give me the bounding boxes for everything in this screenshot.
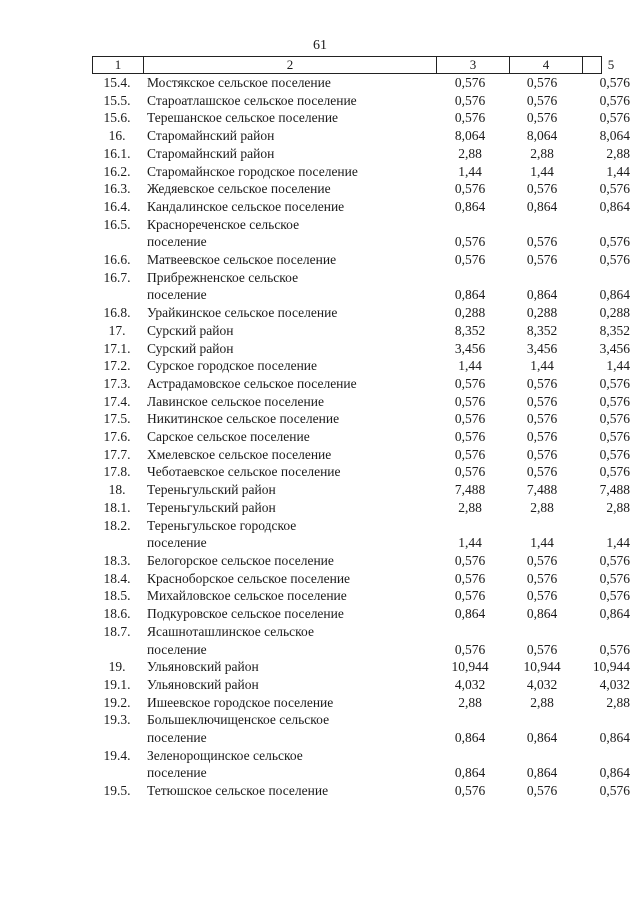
row-number: 17.3. bbox=[103, 375, 131, 391]
value-col-3: 0,576 bbox=[454, 588, 486, 604]
value-col-5: 1,44 bbox=[606, 535, 630, 551]
row-name-line: Чеботаевское сельское поселение bbox=[147, 464, 341, 480]
row-name bbox=[142, 782, 434, 800]
table-row bbox=[92, 357, 630, 375]
row-number: 16.1. bbox=[103, 145, 131, 161]
header-col-3: 3 bbox=[436, 57, 509, 73]
row-name bbox=[142, 251, 434, 269]
row-name bbox=[142, 552, 434, 570]
table-row bbox=[92, 109, 630, 127]
value-col-4: 0,288 bbox=[526, 305, 558, 321]
row-name-line-2: поселение bbox=[147, 730, 207, 746]
table-row bbox=[92, 180, 630, 198]
table-row bbox=[92, 145, 630, 163]
row-name-line: Сурское городское поселение bbox=[147, 358, 318, 374]
table-row bbox=[92, 782, 630, 800]
table-row bbox=[92, 375, 630, 393]
value-col-4: 1,44 bbox=[530, 358, 554, 374]
value-col-5: 0,864 bbox=[599, 730, 630, 746]
value-col-3: 0,576 bbox=[454, 393, 486, 409]
table-row bbox=[92, 587, 630, 605]
row-number: 17.5. bbox=[103, 411, 131, 427]
table-row bbox=[92, 393, 630, 411]
value-col-3: 0,576 bbox=[454, 375, 486, 391]
value-col-4: 0,864 bbox=[526, 198, 558, 214]
row-number: 17. bbox=[108, 322, 126, 338]
row-name bbox=[142, 198, 434, 216]
value-col-4: 0,576 bbox=[526, 252, 558, 268]
value-col-5: 0,576 bbox=[599, 446, 630, 462]
row-name bbox=[142, 711, 434, 746]
row-name-line: Большеключищенское сельское bbox=[147, 712, 330, 728]
row-name bbox=[142, 570, 434, 588]
table-row bbox=[92, 605, 630, 623]
value-col-4: 0,576 bbox=[526, 234, 558, 250]
value-col-5: 0,576 bbox=[599, 110, 630, 126]
value-col-4: 0,576 bbox=[526, 783, 558, 799]
row-number: 18. bbox=[108, 482, 126, 498]
value-col-4: 0,576 bbox=[526, 464, 558, 480]
row-number: 18.4. bbox=[103, 570, 131, 586]
value-col-5: 8,352 bbox=[599, 322, 630, 338]
table-body bbox=[92, 74, 630, 800]
value-col-5: 8,064 bbox=[599, 128, 630, 144]
row-number: 15.5. bbox=[103, 92, 131, 108]
row-name bbox=[142, 322, 434, 340]
row-name-line: Краснореченское сельское bbox=[147, 216, 300, 232]
row-number: 16. bbox=[108, 128, 126, 144]
row-name-line: Ульяновский район bbox=[147, 676, 259, 692]
value-col-3: 0,864 bbox=[454, 287, 486, 303]
value-col-5: 2,88 bbox=[606, 694, 630, 710]
value-col-5: 0,864 bbox=[599, 765, 630, 781]
value-col-3: 0,576 bbox=[454, 429, 486, 445]
table-row bbox=[92, 74, 630, 92]
value-col-4: 0,864 bbox=[526, 765, 558, 781]
row-name bbox=[142, 216, 434, 251]
header-col-1: 1 bbox=[114, 57, 122, 72]
row-name bbox=[142, 446, 434, 464]
row-name-line: Старомайнское городское поселение bbox=[147, 163, 358, 179]
value-col-3: 0,576 bbox=[454, 570, 486, 586]
value-col-3: 8,064 bbox=[454, 128, 486, 144]
table-row bbox=[92, 251, 630, 269]
table-row bbox=[92, 198, 630, 216]
value-col-5: 0,576 bbox=[599, 252, 630, 268]
row-name-line: Кандалинское сельское поселение bbox=[147, 198, 345, 214]
row-name-line: Терешанское сельское поселение bbox=[147, 110, 339, 126]
value-col-4: 0,576 bbox=[526, 75, 558, 90]
value-col-4: 0,864 bbox=[526, 287, 558, 303]
value-col-3: 2,88 bbox=[458, 145, 482, 161]
value-col-5: 10,944 bbox=[592, 659, 630, 675]
row-name-line: Михайловское сельское поселение bbox=[147, 588, 347, 604]
table-row bbox=[92, 481, 630, 499]
value-col-4: 0,576 bbox=[526, 110, 558, 126]
table-row bbox=[92, 340, 630, 358]
value-col-5: 0,576 bbox=[599, 393, 630, 409]
row-name bbox=[142, 428, 434, 446]
row-name-line: Мостякское сельское поселение bbox=[147, 75, 331, 90]
row-name bbox=[142, 587, 434, 605]
page-number: 61 bbox=[313, 38, 327, 53]
value-col-3: 2,88 bbox=[458, 499, 482, 515]
value-col-3: 0,576 bbox=[454, 552, 486, 568]
row-number: 18.6. bbox=[103, 606, 131, 622]
row-number: 18.2. bbox=[103, 517, 131, 533]
table-row bbox=[92, 163, 630, 181]
value-col-3: 0,864 bbox=[454, 765, 486, 781]
value-col-5: 1,44 bbox=[606, 163, 630, 179]
value-col-3: 0,576 bbox=[454, 110, 486, 126]
value-col-4: 0,576 bbox=[526, 552, 558, 568]
value-col-4: 0,576 bbox=[526, 570, 558, 586]
row-number: 17.6. bbox=[103, 429, 131, 445]
value-col-4: 0,864 bbox=[526, 730, 558, 746]
value-col-3: 0,576 bbox=[454, 252, 486, 268]
row-number: 17.7. bbox=[103, 446, 131, 462]
row-name-line: Тереньгульский район bbox=[147, 499, 276, 515]
table-row bbox=[92, 463, 630, 481]
value-col-4: 1,44 bbox=[530, 535, 554, 551]
row-name-line: Старомайнский район bbox=[147, 128, 275, 144]
row-number: 19. bbox=[108, 659, 126, 675]
value-col-3: 0,576 bbox=[454, 641, 486, 657]
table-row bbox=[92, 269, 630, 304]
row-name-line: Астрадамовское сельское поселение bbox=[147, 375, 357, 391]
table-row bbox=[92, 127, 630, 145]
row-name bbox=[142, 304, 434, 322]
value-col-3: 0,864 bbox=[454, 198, 486, 214]
value-col-5: 0,576 bbox=[599, 552, 630, 568]
value-col-4: 3,456 bbox=[526, 340, 558, 356]
row-name bbox=[142, 340, 434, 358]
value-col-5: 0,576 bbox=[599, 641, 630, 657]
table-row bbox=[92, 623, 630, 658]
row-name-line: Ишеевское городское поселение bbox=[147, 694, 334, 710]
row-name bbox=[142, 463, 434, 481]
value-col-3: 0,576 bbox=[454, 783, 486, 799]
row-name-line: Зеленорощинское сельское bbox=[147, 747, 303, 763]
value-col-5: 2,88 bbox=[606, 145, 630, 161]
value-col-3: 1,44 bbox=[458, 358, 482, 374]
row-number: 17.2. bbox=[103, 358, 131, 374]
value-col-5: 1,44 bbox=[606, 358, 630, 374]
row-name bbox=[142, 145, 434, 163]
value-col-4: 4,032 bbox=[526, 676, 558, 692]
value-col-4: 2,88 bbox=[530, 694, 554, 710]
value-col-3: 1,44 bbox=[458, 163, 482, 179]
value-col-3: 0,576 bbox=[454, 446, 486, 462]
row-name bbox=[142, 694, 434, 712]
value-col-4: 8,352 bbox=[526, 322, 558, 338]
value-col-3: 0,576 bbox=[454, 181, 486, 197]
row-name-line: Прибрежненское сельское bbox=[147, 269, 299, 285]
table-row bbox=[92, 552, 630, 570]
value-col-4: 2,88 bbox=[530, 145, 554, 161]
table-row bbox=[92, 304, 630, 322]
value-col-5: 0,576 bbox=[599, 570, 630, 586]
value-col-3: 0,576 bbox=[454, 92, 486, 108]
value-col-5: 0,576 bbox=[599, 375, 630, 391]
value-col-4: 0,576 bbox=[526, 429, 558, 445]
row-number: 19.2. bbox=[103, 694, 131, 710]
value-col-5: 3,456 bbox=[599, 340, 630, 356]
row-name-line: Ульяновский район bbox=[147, 659, 259, 675]
row-number: 16.6. bbox=[103, 252, 131, 268]
row-name-line: Урайкинское сельское поселение bbox=[147, 305, 338, 321]
value-col-5: 0,576 bbox=[599, 92, 630, 108]
row-name bbox=[142, 393, 434, 411]
row-name-line: Сарское сельское поселение bbox=[147, 429, 310, 445]
row-name bbox=[142, 623, 434, 658]
value-col-5: 0,864 bbox=[599, 198, 630, 214]
table-row bbox=[92, 499, 630, 517]
row-name bbox=[142, 481, 434, 499]
row-name-line: Белогорское сельское поселение bbox=[147, 552, 334, 568]
table-row bbox=[92, 410, 630, 428]
table-row bbox=[92, 92, 630, 110]
value-col-3: 8,352 bbox=[454, 322, 486, 338]
row-name-line-2: поселение bbox=[147, 641, 207, 657]
value-col-3: 4,032 bbox=[454, 676, 486, 692]
row-number: 17.4. bbox=[103, 393, 131, 409]
row-name-line-2: поселение bbox=[147, 535, 207, 551]
row-number: 16.2. bbox=[103, 163, 131, 179]
table-row bbox=[92, 428, 630, 446]
row-number: 16.4. bbox=[103, 198, 131, 214]
row-number: 16.7. bbox=[103, 269, 131, 285]
value-col-3: 10,944 bbox=[451, 659, 489, 675]
value-col-3: 0,288 bbox=[454, 305, 486, 321]
value-col-5: 0,576 bbox=[599, 464, 630, 480]
row-name-line: Подкуровское сельское поселение bbox=[147, 606, 344, 622]
table-row bbox=[92, 694, 630, 712]
row-number: 16.8. bbox=[103, 305, 131, 321]
row-number: 18.5. bbox=[103, 588, 131, 604]
header-col-2: 2 bbox=[143, 57, 436, 73]
table-row bbox=[92, 446, 630, 464]
value-col-3: 0,576 bbox=[454, 75, 486, 90]
row-name-line: Староатлашское сельское поселение bbox=[147, 92, 357, 108]
table-row bbox=[92, 322, 630, 340]
row-name bbox=[142, 499, 434, 517]
value-col-3: 0,864 bbox=[454, 606, 486, 622]
value-col-4: 0,576 bbox=[526, 641, 558, 657]
row-name bbox=[142, 410, 434, 428]
value-col-4: 0,576 bbox=[526, 588, 558, 604]
row-name-line: Хмелевское сельское поселение bbox=[147, 446, 332, 462]
row-name bbox=[142, 180, 434, 198]
row-number: 15.6. bbox=[103, 110, 131, 126]
row-name bbox=[142, 357, 434, 375]
value-col-4: 0,576 bbox=[526, 411, 558, 427]
value-col-3: 2,88 bbox=[458, 694, 482, 710]
table-row bbox=[92, 658, 630, 676]
row-name bbox=[142, 658, 434, 676]
table-row bbox=[92, 747, 630, 782]
value-col-5: 0,288 bbox=[599, 305, 630, 321]
value-col-4: 0,576 bbox=[526, 393, 558, 409]
table-row bbox=[92, 711, 630, 746]
row-number: 18.1. bbox=[103, 499, 131, 515]
value-col-4: 7,488 bbox=[526, 482, 558, 498]
table-row bbox=[92, 517, 630, 552]
row-name bbox=[142, 375, 434, 393]
row-name bbox=[142, 676, 434, 694]
row-name bbox=[142, 269, 434, 304]
value-col-5: 0,576 bbox=[599, 429, 630, 445]
header-col-4: 4 bbox=[509, 57, 582, 73]
value-col-4: 0,576 bbox=[526, 375, 558, 391]
row-name-line: Тереньгульский район bbox=[147, 482, 276, 498]
row-number: 16.3. bbox=[103, 181, 131, 197]
value-col-5: 7,488 bbox=[599, 482, 630, 498]
row-name-line: Лавинское сельское поселение bbox=[147, 393, 324, 409]
value-col-5: 4,032 bbox=[599, 676, 630, 692]
row-name bbox=[142, 163, 434, 181]
row-name-line: Старомайнский район bbox=[147, 145, 275, 161]
row-name-line: Тереньгульское городское bbox=[147, 517, 297, 533]
value-col-5: 0,576 bbox=[599, 181, 630, 197]
row-name-line: Ясашноташлинское сельское bbox=[147, 623, 314, 639]
row-number: 19.4. bbox=[103, 747, 131, 763]
value-col-5: 0,864 bbox=[599, 287, 630, 303]
row-name bbox=[142, 747, 434, 782]
table-row bbox=[92, 216, 630, 251]
value-col-5: 0,864 bbox=[599, 606, 630, 622]
row-name bbox=[142, 605, 434, 623]
value-col-3: 3,456 bbox=[454, 340, 486, 356]
row-name-line-2: поселение bbox=[147, 765, 207, 781]
value-col-3: 0,576 bbox=[454, 411, 486, 427]
value-col-4: 0,576 bbox=[526, 181, 558, 197]
row-name-line: Красноборское сельское поселение bbox=[147, 570, 351, 586]
row-number: 18.3. bbox=[103, 552, 131, 568]
value-col-4: 0,576 bbox=[526, 92, 558, 108]
row-name-line: Никитинское сельское поселение bbox=[147, 411, 340, 427]
value-col-4: 0,576 bbox=[526, 446, 558, 462]
row-name-line: Матвеевское сельское поселение bbox=[147, 252, 337, 268]
value-col-3: 7,488 bbox=[454, 482, 486, 498]
value-col-4: 0,864 bbox=[526, 606, 558, 622]
row-name-line: Тетюшское сельское поселение bbox=[147, 783, 329, 799]
value-col-4: 2,88 bbox=[530, 499, 554, 515]
value-col-4: 8,064 bbox=[526, 128, 558, 144]
value-col-5: 0,576 bbox=[599, 411, 630, 427]
value-col-3: 0,576 bbox=[454, 234, 486, 250]
row-number: 16.5. bbox=[103, 216, 131, 232]
value-col-4: 1,44 bbox=[530, 163, 554, 179]
value-col-4: 10,944 bbox=[523, 659, 561, 675]
row-name-line: Жедяевское сельское поселение bbox=[147, 181, 331, 197]
row-name-line-2: поселение bbox=[147, 234, 207, 250]
row-name-line: Сурский район bbox=[147, 340, 234, 356]
value-col-5: 0,576 bbox=[599, 75, 630, 90]
row-name-line-2: поселение bbox=[147, 287, 207, 303]
row-number: 19.3. bbox=[103, 712, 131, 728]
row-number: 19.1. bbox=[103, 676, 131, 692]
row-name bbox=[142, 109, 434, 127]
table-row bbox=[92, 676, 630, 694]
row-name bbox=[142, 127, 434, 145]
value-col-5: 2,88 bbox=[606, 499, 630, 515]
value-col-3: 0,864 bbox=[454, 730, 486, 746]
row-number: 18.7. bbox=[103, 623, 131, 639]
row-name bbox=[142, 517, 434, 552]
row-number: 15.4. bbox=[103, 75, 131, 90]
table-header bbox=[92, 56, 615, 74]
allocation-table bbox=[92, 56, 630, 800]
row-name bbox=[142, 92, 434, 110]
row-name bbox=[142, 74, 434, 92]
row-number: 19.5. bbox=[103, 783, 131, 799]
value-col-5: 0,576 bbox=[599, 783, 630, 799]
value-col-3: 0,576 bbox=[454, 464, 486, 480]
row-number: 17.1. bbox=[103, 340, 131, 356]
value-col-5: 0,576 bbox=[599, 588, 630, 604]
table-row bbox=[92, 570, 630, 588]
value-col-3: 1,44 bbox=[458, 535, 482, 551]
header-col-5: 5 bbox=[582, 57, 639, 73]
value-col-5: 0,576 bbox=[599, 234, 630, 250]
row-number: 17.8. bbox=[103, 464, 131, 480]
row-name-line: Сурский район bbox=[147, 322, 234, 338]
